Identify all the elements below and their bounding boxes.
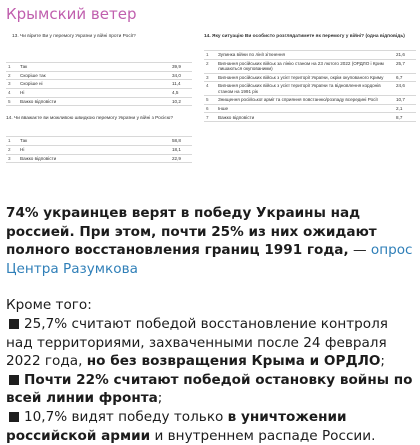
survey-row xyxy=(204,113,416,122)
survey-row-value: 22,9 xyxy=(170,154,192,163)
survey-row-value: 4,5 xyxy=(170,88,192,97)
survey-row-number: 6 xyxy=(204,104,216,113)
survey-row-value: 21,6 xyxy=(394,50,416,59)
survey-row-label: Так xyxy=(18,62,170,71)
survey-row-number: 5 xyxy=(6,97,18,106)
bullet-1-bold: но без возвращения Крыма и ОРДЛО xyxy=(86,353,381,370)
survey-table-2 xyxy=(6,136,192,163)
survey-row-number: 3 xyxy=(6,154,18,163)
survey-row-number: 2 xyxy=(6,145,18,154)
post-dash: — xyxy=(348,242,371,259)
survey-row xyxy=(6,154,192,163)
survey-row-number: 3 xyxy=(6,80,18,89)
survey-row-label: Зупинка війни по лінії зіткнення xyxy=(216,50,394,59)
survey-row-value: 6,7 xyxy=(394,73,416,82)
bullet-item-1 xyxy=(6,315,416,371)
survey-row xyxy=(6,137,192,146)
post-lead-bold: 74% украинцев верят в победу Украины над россией. При этом, почти 25% из них ожидают полного восстановления границ 1991 года, xyxy=(6,205,377,259)
survey-left-column xyxy=(6,34,192,163)
survey-question-1: 13. Чи вірите Ви у перемогу України у війні проти Росії? xyxy=(12,34,136,39)
survey-row-label: Інше xyxy=(216,104,394,113)
black-square-icon xyxy=(9,319,19,329)
survey-row-label: Скоріше так xyxy=(18,71,170,80)
survey-row-label: Знищення російської армії та сприяння повстанню/розпаду всередині Росії xyxy=(216,96,394,105)
survey-row-number: 2 xyxy=(6,71,18,80)
survey-question-3: 14. Яку ситуацію Ви особисто розглядатимете як перемогу у війні? (одна відповідь) xyxy=(204,34,405,39)
black-square-icon xyxy=(9,375,19,385)
bullet-item-3 xyxy=(6,408,416,445)
survey-row xyxy=(204,96,416,105)
channel-name[interactable]: Крымский ветер xyxy=(6,5,137,23)
survey-row-label: Вигнання російських військ з усієї території України та відновлення кордонів станом на 1991 рік xyxy=(216,82,394,96)
survey-row xyxy=(204,73,416,82)
survey-row-value: 24,6 xyxy=(394,82,416,96)
survey-row-number: 3 xyxy=(204,73,216,82)
bullet-3-text: 10,7% видят победу только xyxy=(24,408,228,425)
survey-row xyxy=(6,145,192,154)
survey-row-value: 8,7 xyxy=(394,113,416,122)
survey-row-number: 4 xyxy=(204,82,216,96)
survey-row-label: Ні xyxy=(18,88,170,97)
survey-table-1 xyxy=(6,62,192,106)
survey-row-label: Важко відповісти xyxy=(216,113,394,122)
post-paragraph-2: Кроме того: xyxy=(6,297,92,314)
survey-row xyxy=(6,62,192,71)
survey-row-label: Важко відповісти xyxy=(18,97,170,106)
survey-row xyxy=(204,59,416,73)
survey-row xyxy=(204,82,416,96)
survey-image[interactable] xyxy=(0,26,420,198)
bullet-1-end: ; xyxy=(380,353,386,370)
bullet-1-text: 25,7% считают победой восстановление контроля над территориями, захваченными после 24 февраля 2022 года, xyxy=(6,315,388,370)
survey-row-number: 4 xyxy=(6,88,18,97)
bullet-3-bold: в уничтожении российской армии xyxy=(6,408,347,444)
survey-row-number: 1 xyxy=(6,62,18,71)
survey-row-label: Скоріше ні xyxy=(18,80,170,89)
post-text xyxy=(6,204,416,445)
survey-source-link[interactable]: опрос Центра Разумкова xyxy=(6,242,413,277)
survey-row-label: Важко відповісти xyxy=(18,154,170,163)
survey-row-value: 2,1 xyxy=(394,104,416,113)
black-square-icon xyxy=(9,412,19,422)
survey-row-number: 2 xyxy=(204,59,216,73)
survey-row xyxy=(204,104,416,113)
survey-row-value: 58,8 xyxy=(170,137,192,146)
survey-row-value: 25,7 xyxy=(394,59,416,73)
survey-row-label: Ні xyxy=(18,145,170,154)
survey-row xyxy=(6,71,192,80)
survey-row-label: Вигнання російських військ за лінію станом на 23 лютого 2022 (ОРДЛО і Крим лишаються окупованими) xyxy=(216,59,394,73)
survey-row-label: Так xyxy=(18,137,170,146)
bullet-2-end: ; xyxy=(157,390,163,407)
survey-row-value: 18,1 xyxy=(170,145,192,154)
survey-row-value: 10,7 xyxy=(394,96,416,105)
survey-table-3 xyxy=(204,50,416,122)
bullet-item-2 xyxy=(6,371,416,408)
survey-row xyxy=(6,97,192,106)
bullet-2-bold: Почти 22% считают победой остановку войны по всей линии фронта xyxy=(6,371,413,407)
survey-row-number: 5 xyxy=(204,96,216,105)
survey-row xyxy=(204,50,416,59)
survey-row-label: Вигнання російських військ з усієї території України, окрім окупованого Криму xyxy=(216,73,394,82)
survey-row-number: 1 xyxy=(204,50,216,59)
post-paragraph-1 xyxy=(6,204,416,278)
survey-row xyxy=(6,80,192,89)
survey-row-number: 1 xyxy=(6,137,18,146)
survey-row xyxy=(6,88,192,97)
survey-row-value: 34,0 xyxy=(170,71,192,80)
bullet-3-end: и внутреннем распаде России. xyxy=(150,427,376,444)
survey-right-column xyxy=(204,34,416,122)
survey-question-2: 14. Чи вважаєте ви можливою швидкою перемогу України у війні з Росією? xyxy=(6,116,174,122)
survey-row-number: 7 xyxy=(204,113,216,122)
survey-row-value: 39,9 xyxy=(170,62,192,71)
survey-row-value: 10,2 xyxy=(170,97,192,106)
survey-row-value: 11,4 xyxy=(170,80,192,89)
